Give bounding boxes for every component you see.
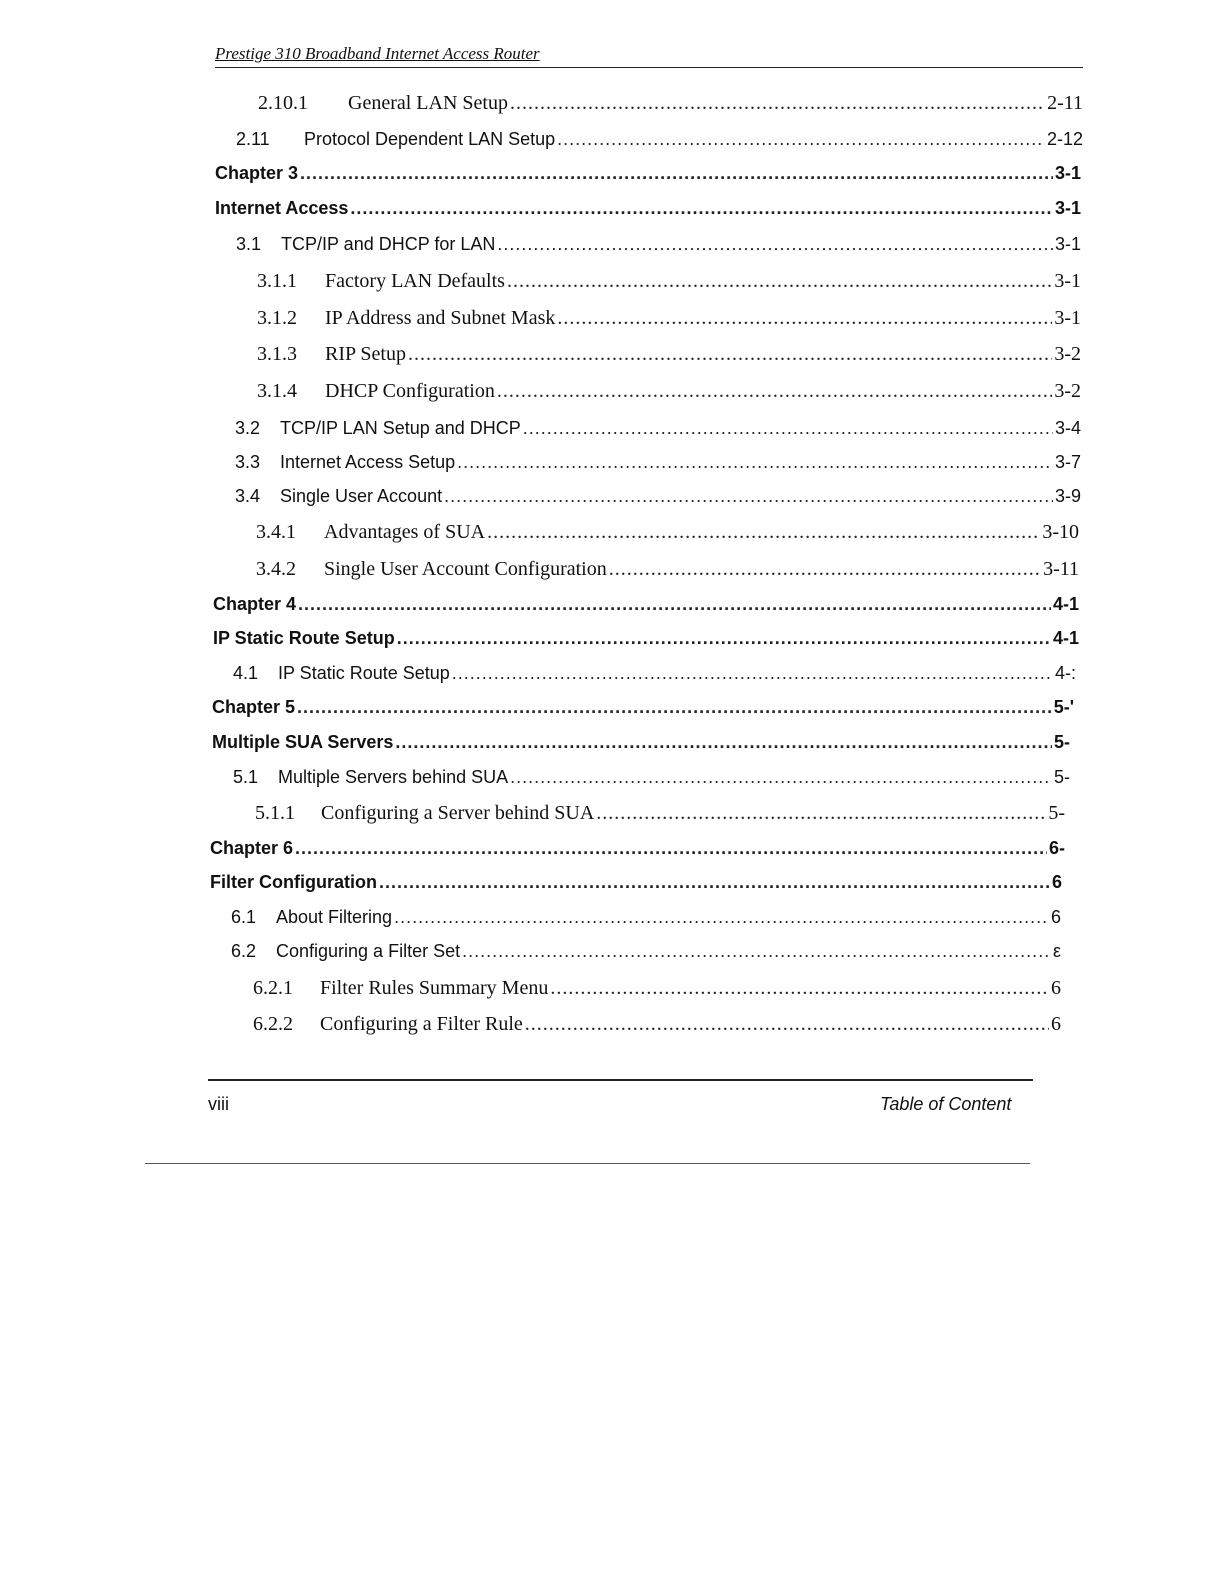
footer-rule [208, 1079, 1033, 1081]
toc-number: 3.1.2 [257, 307, 297, 329]
toc-entry[interactable] [258, 92, 1083, 122]
toc-number: 3.4 [235, 486, 261, 506]
toc-page: 3-1 [1054, 234, 1081, 254]
toc-title: General LAN Setup [348, 92, 508, 114]
toc-number: 5.1.1 [255, 802, 295, 824]
toc-entry[interactable] [236, 129, 1083, 159]
page-header-title: Prestige 310 Broadband Internet Access Router [215, 44, 540, 63]
toc-number: 6.2.1 [253, 977, 293, 999]
toc-page: 3-1 [1054, 163, 1081, 183]
toc-number: 3.1.1 [257, 270, 297, 292]
toc-leader-dots [557, 129, 1045, 150]
toc-number: 6.2 [231, 941, 257, 961]
toc-title: TCP/IP and DHCP for LAN [281, 234, 496, 254]
toc-title: About Filtering [276, 907, 393, 927]
toc-title: Factory LAN Defaults [325, 270, 505, 292]
toc-title: Advantages of SUA [324, 521, 486, 543]
toc-entry[interactable] [212, 732, 1070, 762]
toc-page: 3-1 [1054, 270, 1081, 292]
toc-leader-dots [300, 163, 1053, 184]
toc-title: Single User Account Configuration [324, 558, 607, 580]
toc-title: Chapter 3 [215, 163, 299, 183]
toc-leader-dots [298, 594, 1051, 615]
toc-page: 5- [1048, 802, 1065, 824]
toc-title: Chapter 6 [210, 838, 294, 858]
toc-leader-dots [510, 92, 1045, 115]
toc-page: 6 [1051, 1013, 1061, 1035]
footer-section-title: Table of Content [880, 1094, 1012, 1114]
toc-entry[interactable] [236, 234, 1081, 264]
toc-page: 2-11 [1047, 92, 1083, 114]
toc-title: IP Static Route Setup [213, 628, 395, 648]
toc-page: 3-2 [1054, 380, 1081, 402]
toc-leader-dots [487, 521, 1040, 544]
toc-page: 5- [1053, 767, 1070, 787]
toc-title: Configuring a Filter Set [276, 941, 461, 961]
toc-number: 4.1 [233, 663, 259, 683]
toc-entry[interactable] [257, 270, 1081, 300]
toc-page: 3-11 [1043, 558, 1079, 580]
toc-title: Chapter 4 [213, 594, 297, 614]
toc-page: 3-2 [1054, 343, 1081, 365]
toc-leader-dots [550, 977, 1049, 1000]
toc-leader-dots [395, 732, 1052, 753]
toc-entry[interactable] [257, 343, 1081, 373]
toc-page: 6- [1048, 838, 1065, 858]
toc-number: 3.1.3 [257, 343, 297, 365]
toc-page: 4-: [1054, 663, 1076, 683]
toc-entry[interactable] [235, 486, 1081, 516]
toc-page: ε [1052, 941, 1061, 961]
toc-leader-dots [452, 663, 1053, 684]
toc-entry[interactable] [231, 941, 1061, 971]
toc-leader-dots [510, 767, 1052, 788]
toc-leader-dots [497, 234, 1053, 255]
toc-leader-dots [444, 486, 1053, 507]
toc-page: 3-9 [1054, 486, 1081, 506]
toc-entry[interactable] [253, 977, 1061, 1007]
toc-entry[interactable] [215, 198, 1081, 228]
toc-entry[interactable] [213, 628, 1079, 658]
toc-entry[interactable] [233, 767, 1070, 797]
toc-title: Single User Account [280, 486, 443, 506]
toc-page: 4-1 [1052, 594, 1079, 614]
toc-entry[interactable] [253, 1013, 1061, 1043]
toc-entry[interactable] [213, 594, 1079, 624]
toc-number: 3.4.2 [256, 558, 296, 580]
toc-page: 3-1 [1054, 198, 1081, 218]
toc-number: 3.3 [235, 452, 261, 472]
toc-entry[interactable] [255, 802, 1065, 832]
toc-leader-dots [394, 907, 1049, 928]
toc-entry[interactable] [235, 418, 1081, 448]
toc-leader-dots [297, 697, 1052, 718]
toc-leader-dots [596, 802, 1046, 825]
toc-page: 2-12 [1046, 129, 1083, 149]
toc-leader-dots [397, 628, 1051, 649]
toc-entry[interactable] [212, 697, 1074, 727]
toc-number: 3.1.4 [257, 380, 297, 402]
toc-entry[interactable] [256, 558, 1079, 588]
toc-page: 5-' [1053, 697, 1074, 717]
toc-leader-dots [462, 941, 1051, 962]
toc-title: TCP/IP LAN Setup and DHCP [280, 418, 521, 438]
toc-page: 5- [1053, 732, 1070, 752]
toc-title: Internet Access [215, 198, 349, 218]
toc-number: 2.11 [236, 129, 270, 149]
toc-title: Filter Configuration [210, 872, 377, 892]
toc-title: Filter Rules Summary Menu [320, 977, 549, 999]
toc-leader-dots [457, 452, 1053, 473]
toc-page: 6 [1050, 907, 1061, 927]
toc-leader-dots [408, 343, 1052, 366]
toc-leader-dots [295, 838, 1047, 859]
toc-title: Configuring a Filter Rule [320, 1013, 523, 1035]
toc-page: 3-4 [1054, 418, 1081, 438]
toc-entry[interactable] [210, 872, 1062, 902]
toc-title: IP Static Route Setup [278, 663, 450, 683]
toc-entry[interactable] [233, 663, 1076, 693]
toc-leader-dots [523, 418, 1053, 439]
toc-number: 3.4.1 [256, 521, 296, 543]
toc-page: 3-10 [1042, 521, 1079, 543]
toc-leader-dots [525, 1013, 1049, 1036]
toc-title: RIP Setup [325, 343, 406, 365]
toc-number: 6.2.2 [253, 1013, 293, 1035]
toc-leader-dots [379, 872, 1050, 893]
toc-page: 6 [1051, 872, 1062, 892]
toc-leader-dots [507, 270, 1052, 293]
footer-page-number: viii [208, 1094, 229, 1114]
toc-title: Internet Access Setup [280, 452, 456, 472]
toc-number: 2.10.1 [258, 92, 308, 114]
toc-entry[interactable] [231, 907, 1061, 937]
toc-page: 3-1 [1054, 307, 1081, 329]
toc-number: 3.1 [236, 234, 262, 254]
toc-title: IP Address and Subnet Mask [325, 307, 556, 329]
toc-page: 4-1 [1052, 628, 1079, 648]
toc-title: Chapter 5 [212, 697, 296, 717]
toc-number: 3.2 [235, 418, 261, 438]
toc-title: DHCP Configuration [325, 380, 495, 402]
toc-title: Multiple Servers behind SUA [278, 767, 509, 787]
toc-title: Protocol Dependent LAN Setup [304, 129, 556, 149]
toc-entry[interactable] [210, 838, 1065, 868]
toc-leader-dots [497, 380, 1053, 403]
toc-number: 6.1 [231, 907, 257, 927]
toc-page: 3-7 [1054, 452, 1081, 472]
toc-page: 6 [1051, 977, 1061, 999]
toc-entry[interactable] [215, 163, 1081, 193]
toc-entry[interactable] [256, 521, 1079, 551]
toc-leader-dots [557, 307, 1052, 330]
toc-title: Multiple SUA Servers [212, 732, 394, 752]
toc-entry[interactable] [257, 307, 1081, 337]
toc-leader-dots [609, 558, 1041, 581]
toc-entry[interactable] [257, 380, 1081, 410]
toc-leader-dots [350, 198, 1053, 219]
toc-number: 5.1 [233, 767, 259, 787]
scan-edge-line [145, 1163, 1030, 1164]
toc-title: Configuring a Server behind SUA [321, 802, 595, 824]
toc-entry[interactable] [235, 452, 1081, 482]
